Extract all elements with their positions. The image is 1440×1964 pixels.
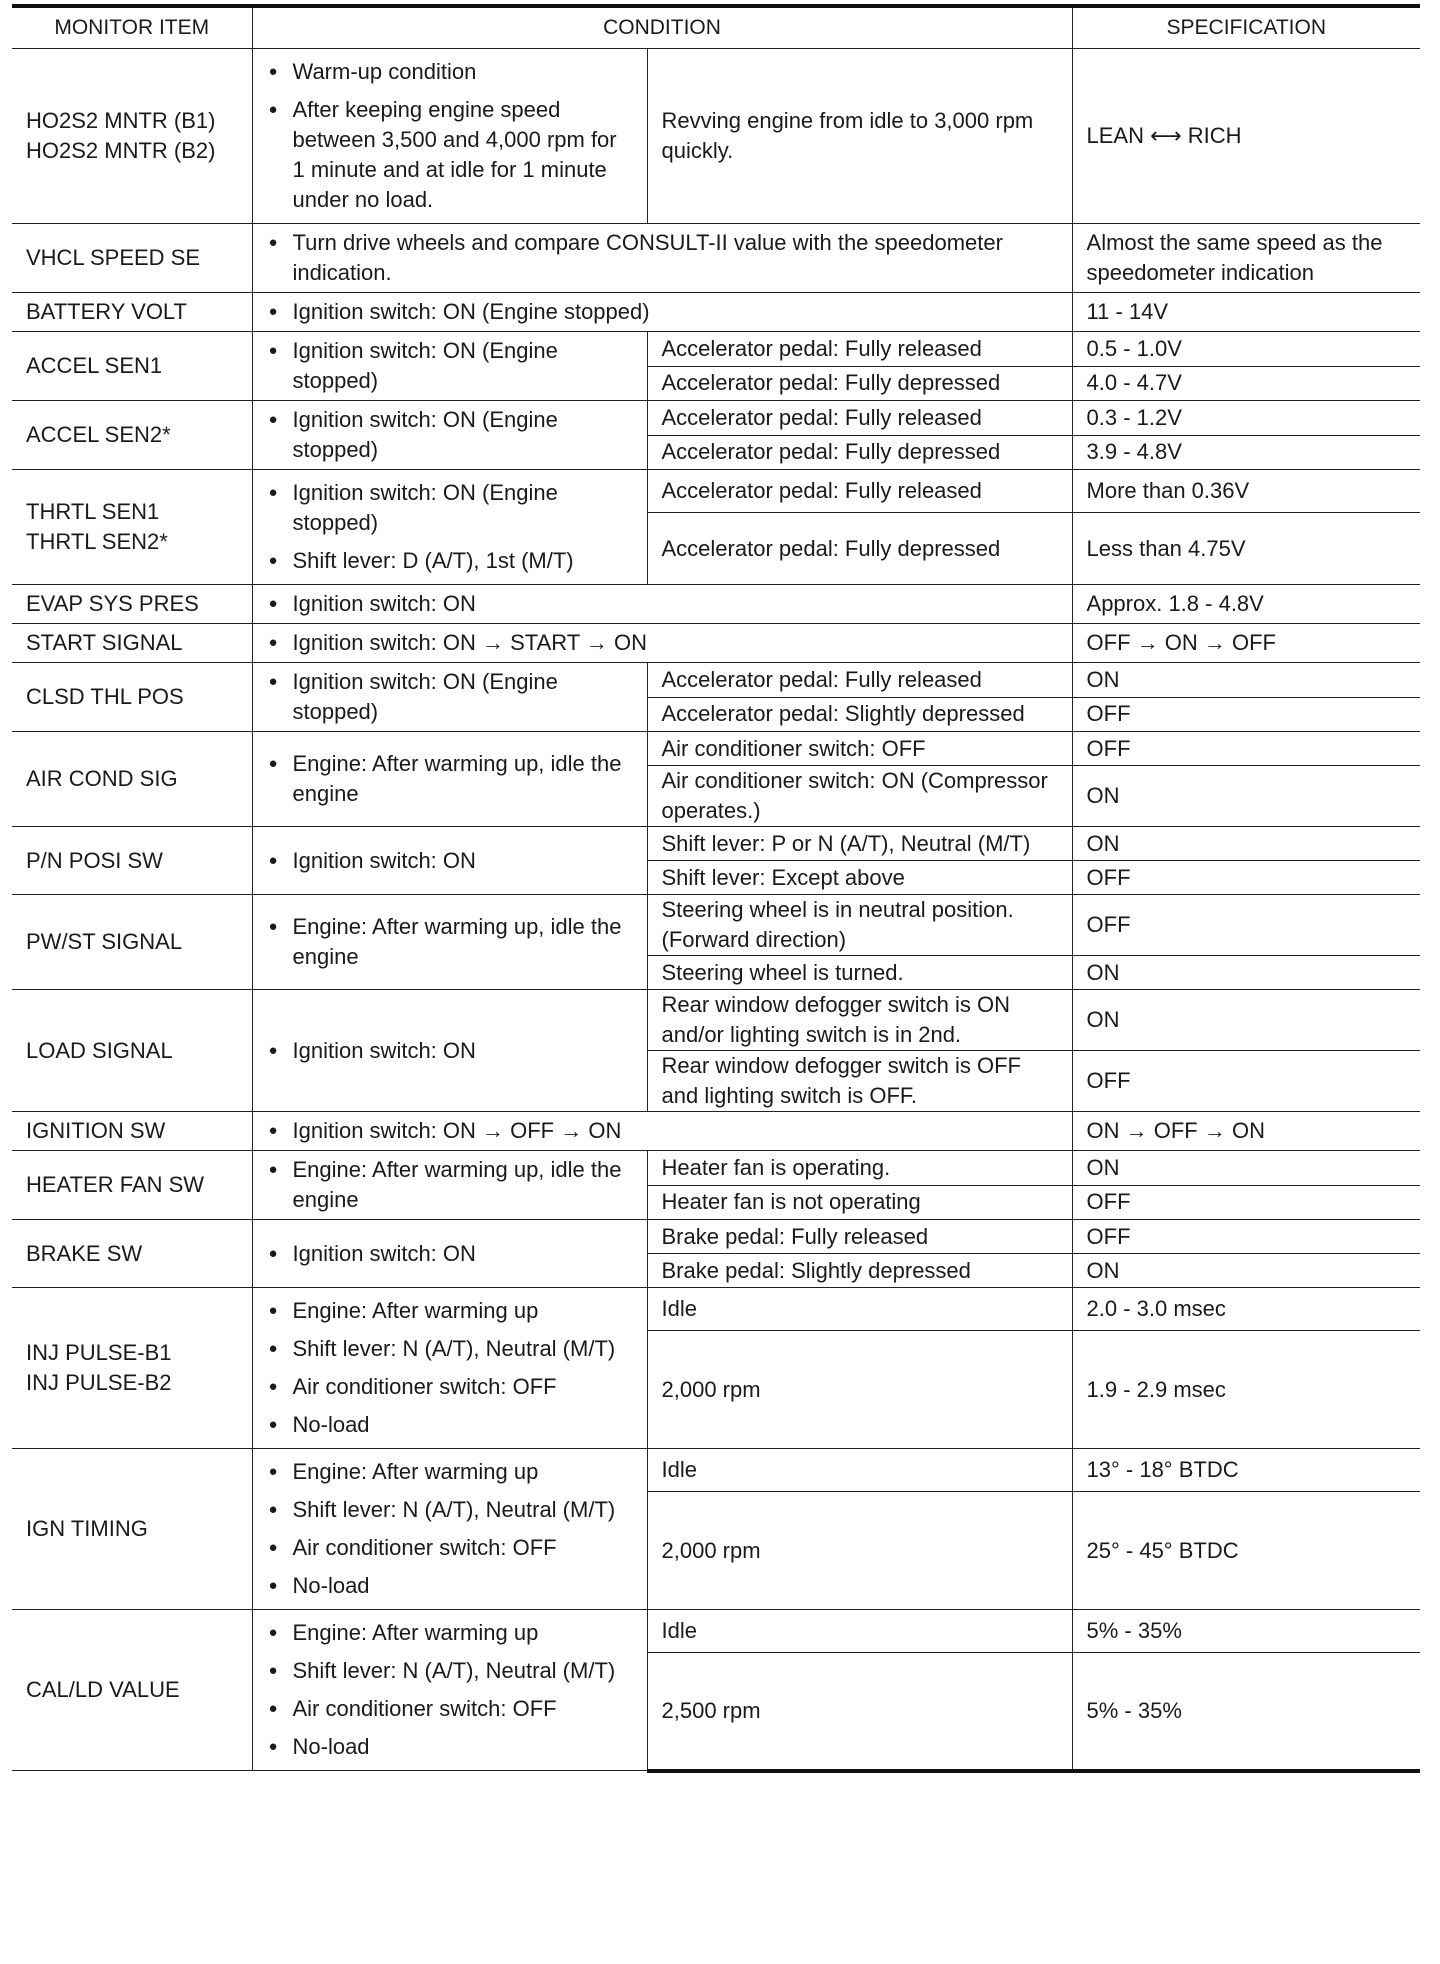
table-row [12,293,1420,332]
condition-item: ● Ignition switch: ON (Engine stopped) [267,405,633,465]
specification: 1.9 - 2.9 msec [1072,1331,1420,1449]
header-monitor-item: MONITOR ITEM [12,6,252,49]
condition [252,49,647,224]
condition-item: ● Engine: After warming up, idle the engine [267,749,633,809]
condition [252,401,647,470]
specification: ON [1072,1254,1420,1288]
sub-condition: Idle [647,1288,1072,1331]
sub-condition: Brake pedal: Slightly depressed [647,1254,1072,1288]
specification: ON [1072,827,1420,861]
specification: ON [1072,663,1420,698]
sub-condition: Revving engine from idle to 3,000 rpm quickly. [647,49,1072,224]
table-row [12,1151,1420,1186]
sub-condition: Idle [647,1610,1072,1653]
monitor-item: INJ PULSE-B1 INJ PULSE-B2 [12,1288,252,1449]
specification: ON [1072,990,1420,1051]
monitor-item: HEATER FAN SW [12,1151,252,1220]
condition-item: ● Air conditioner switch: OFF [267,1372,633,1402]
sub-condition: Heater fan is operating. [647,1151,1072,1186]
condition-item: ● No-load [267,1732,633,1762]
monitor-item: AIR COND SIG [12,732,252,827]
condition-item: ● No-load [267,1410,633,1440]
condition-item: ● Engine: After warming up, idle the engine [267,1155,633,1215]
monitor-item: HO2S2 MNTR (B1) HO2S2 MNTR (B2) [12,49,252,224]
monitor-item: VHCL SPEED SE [12,224,252,293]
header-specification: SPECIFICATION [1072,6,1420,49]
sub-condition: Accelerator pedal: Fully released [647,332,1072,367]
sub-condition: Accelerator pedal: Fully released [647,470,1072,513]
condition-item: ● Engine: After warming up, idle the engine [267,912,633,972]
condition [252,1610,647,1771]
table-row [12,1112,1420,1151]
monitor-item: EVAP SYS PRES [12,585,252,624]
sub-condition: Accelerator pedal: Fully depressed [647,513,1072,585]
condition [252,1151,647,1220]
specification: 3.9 - 4.8V [1072,435,1420,470]
table-row [12,732,1420,766]
sub-condition: Shift lever: P or N (A/T), Neutral (M/T) [647,827,1072,861]
specification: 0.3 - 1.2V [1072,401,1420,436]
condition-item: ● Engine: After warming up [267,1457,633,1487]
condition-item: ● Ignition switch: ON [267,1239,633,1269]
condition [252,293,1072,332]
specification: Almost the same speed as the speedometer indication [1072,224,1420,293]
table-row [12,1449,1420,1492]
table-row [12,624,1420,663]
condition-item: ● Ignition switch: ON (Engine stopped) [267,478,633,538]
condition [252,1288,647,1449]
sub-condition: Accelerator pedal: Fully depressed [647,435,1072,470]
specification: OFF [1072,895,1420,956]
specification: 2.0 - 3.0 msec [1072,1288,1420,1331]
specification: 25° - 45° BTDC [1072,1492,1420,1610]
monitor-item: START SIGNAL [12,624,252,663]
condition [252,895,647,990]
monitor-item: IGNITION SW [12,1112,252,1151]
condition-item: ● No-load [267,1571,633,1601]
condition-item: ● Shift lever: N (A/T), Neutral (M/T) [267,1495,633,1525]
specification: OFF [1072,861,1420,895]
specification: 13° - 18° BTDC [1072,1449,1420,1492]
specification: More than 0.36V [1072,470,1420,513]
sub-condition: Idle [647,1449,1072,1492]
table-row [12,332,1420,367]
table-row [12,1288,1420,1331]
table-row [12,585,1420,624]
condition-item: ● Ignition switch: ON [267,1036,633,1066]
condition [252,332,647,401]
condition [252,224,1072,293]
table-row [12,470,1420,513]
table-row [12,663,1420,698]
specification: ON [1072,1151,1420,1186]
condition-item: ● Shift lever: D (A/T), 1st (M/T) [267,546,633,576]
condition-item: ● Ignition switch: ON [267,846,633,876]
sub-condition: Accelerator pedal: Fully depressed [647,366,1072,401]
sub-condition: Shift lever: Except above [647,861,1072,895]
specification: 4.0 - 4.7V [1072,366,1420,401]
table-row [12,49,1420,224]
specification: ON → OFF → ON [1072,1112,1420,1151]
sub-condition: Steering wheel is in neutral position. (Forward direction) [647,895,1072,956]
specification: 5% - 35% [1072,1610,1420,1653]
specification: OFF → ON → OFF [1072,624,1420,663]
condition-item: ● Air conditioner switch: OFF [267,1533,633,1563]
sub-condition: Rear window defogger switch is ON and/or lighting switch is in 2nd. [647,990,1072,1051]
condition [252,624,1072,663]
specification: OFF [1072,732,1420,766]
specification: Less than 4.75V [1072,513,1420,585]
condition-item: ● Ignition switch: ON (Engine stopped) [267,336,633,396]
sub-condition: Accelerator pedal: Fully released [647,401,1072,436]
monitor-item: IGN TIMING [12,1449,252,1610]
sub-condition: 2,500 rpm [647,1653,1072,1771]
table-row [12,990,1420,1051]
spec-sheet [12,4,1420,1952]
condition [252,827,647,895]
sub-condition: Accelerator pedal: Fully released [647,663,1072,698]
condition-item: ● Warm-up condition [267,57,633,87]
sub-condition: Heater fan is not operating [647,1185,1072,1220]
sub-condition: Accelerator pedal: Slightly depressed [647,697,1072,732]
condition [252,1112,1072,1151]
condition-item: ● Ignition switch: ON [267,589,1058,619]
condition-item: ● Ignition switch: ON → START → ON [267,628,1058,658]
condition [252,732,647,827]
monitor-item: BRAKE SW [12,1220,252,1288]
condition-item: ● Ignition switch: ON (Engine stopped) [267,667,633,727]
specification: Approx. 1.8 - 4.8V [1072,585,1420,624]
monitor-item: LOAD SIGNAL [12,990,252,1112]
monitor-item: CAL/LD VALUE [12,1610,252,1771]
condition-item: ● Ignition switch: ON → OFF → ON [267,1116,1058,1146]
specification: 0.5 - 1.0V [1072,332,1420,367]
sub-condition: Air conditioner switch: ON (Compressor operates.) [647,766,1072,827]
monitor-item: PW/ST SIGNAL [12,895,252,990]
specification: 11 - 14V [1072,293,1420,332]
monitor-item: BATTERY VOLT [12,293,252,332]
condition [252,1220,647,1288]
header-row [12,6,1420,49]
sub-condition: Rear window defogger switch is OFF and lighting switch is OFF. [647,1051,1072,1112]
condition-item: ● Shift lever: N (A/T), Neutral (M/T) [267,1334,633,1364]
condition [252,585,1072,624]
table-row [12,1220,1420,1254]
monitor-item: THRTL SEN1 THRTL SEN2* [12,470,252,585]
specification: OFF [1072,1185,1420,1220]
condition-item: ● Engine: After warming up [267,1618,633,1648]
condition-item: ● Engine: After warming up [267,1296,633,1326]
condition [252,1449,647,1610]
condition-item: ● After keeping engine speed between 3,500 and 4,000 rpm for 1 minute and at idle for 1 minute under no load. [267,95,633,215]
sub-condition: Air conditioner switch: OFF [647,732,1072,766]
specification: LEAN ⟷ RICH [1072,49,1420,224]
monitor-item: CLSD THL POS [12,663,252,732]
table-row [12,224,1420,293]
condition [252,990,647,1112]
condition [252,663,647,732]
condition-item: ● Turn drive wheels and compare CONSULT-II value with the speedometer indication. [267,228,1058,288]
condition-item: ● Shift lever: N (A/T), Neutral (M/T) [267,1656,633,1686]
table-row [12,827,1420,861]
header-condition: CONDITION [252,6,1072,49]
sub-condition: Brake pedal: Fully released [647,1220,1072,1254]
specification: OFF [1072,1220,1420,1254]
monitor-spec-table [12,4,1420,1773]
sub-condition: Steering wheel is turned. [647,956,1072,990]
condition [252,470,647,585]
sub-condition: 2,000 rpm [647,1331,1072,1449]
monitor-item: P/N POSI SW [12,827,252,895]
table-row [12,895,1420,956]
monitor-item: ACCEL SEN2* [12,401,252,470]
condition-item: ● Ignition switch: ON (Engine stopped) [267,297,1058,327]
sub-condition: 2,000 rpm [647,1492,1072,1610]
table-row [12,1610,1420,1653]
specification: OFF [1072,697,1420,732]
specification: ON [1072,956,1420,990]
specification: 5% - 35% [1072,1653,1420,1771]
specification: OFF [1072,1051,1420,1112]
table-row [12,401,1420,436]
monitor-item: ACCEL SEN1 [12,332,252,401]
specification: ON [1072,766,1420,827]
condition-item: ● Air conditioner switch: OFF [267,1694,633,1724]
